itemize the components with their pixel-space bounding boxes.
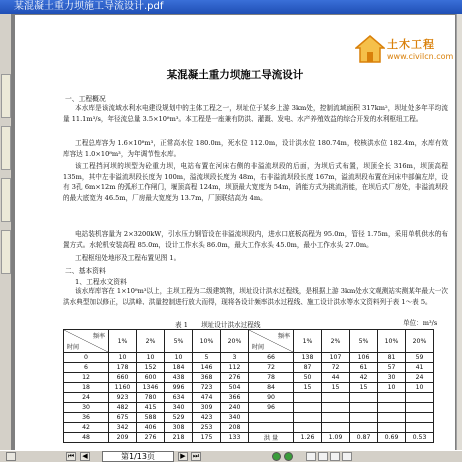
discharge-cell: [294, 413, 322, 423]
discharge-cell: 44: [322, 373, 350, 383]
paragraph: 电站装机容量为 2×3200kW，引水压力钢管设在非溢流坝段内，进水口底板高程为 95.0m，管径 1.75m，采用单机供水的布置方式。水轮机安装高程 85.0m，设计工作水头 86.0m，最大工作水头 45.0m，最小工作水头 27.0m。: [63, 230, 448, 249]
time-cell: 90: [249, 393, 294, 403]
frequency-header: 10%: [378, 330, 406, 353]
time-cell: 18: [64, 383, 109, 393]
discharge-cell: 368: [193, 373, 221, 383]
discharge-cell: 175: [193, 433, 221, 443]
discharge-cell: 0.69: [378, 433, 406, 443]
discharge-cell: 276: [137, 433, 165, 443]
discharge-cell: 996: [165, 383, 193, 393]
next-page-button[interactable]: ▶: [178, 452, 188, 461]
discharge-cell: 0.87: [350, 433, 378, 443]
header-time-label: 时间: [252, 344, 265, 351]
discharge-cell: [378, 413, 406, 423]
discharge-cell: 1.26: [294, 433, 322, 443]
table-row: [64, 403, 434, 413]
time-cell: [249, 423, 294, 433]
layers-tab[interactable]: [1, 178, 11, 222]
discharge-cell: 10: [137, 353, 165, 363]
discharge-cell: [378, 403, 406, 413]
discharge-cell: [350, 423, 378, 433]
table-row: [64, 373, 434, 383]
logo-url: www.civilcn.com: [387, 52, 454, 61]
paragraph: 本水库是该流域水利水电建设规划中的主体工程之一，坝址位于某乡上游 3km处，控制流域面积 317km²，坝址处多年平均流量 11.1m³/s，年径流总量 3.5×10⁸m³。本工程是一座兼有防洪、灌溉、发电、水产养殖效益的综合开发的水利枢纽工程。: [63, 104, 448, 123]
discharge-cell: [350, 413, 378, 423]
discharge-cell: 41: [406, 363, 434, 373]
frequency-header: 2%: [137, 330, 165, 353]
table-header-row: [64, 330, 434, 353]
first-page-button[interactable]: ⏮: [67, 452, 75, 460]
discharge-cell: 588: [137, 413, 165, 423]
signatures-tab[interactable]: [1, 230, 11, 274]
table-caption: 表 1 坝址设计洪水过程线: [175, 321, 261, 329]
paragraph: 工程总库容为 1.6×10⁸m³，正常高水位 180.0m，死水位 112.0m，设计洪水位 180.74m，校核洪水位 182.4m，水库有效库容达 1.0×10⁸m³，为年调节性水库。: [63, 139, 448, 158]
discharge-cell: 178: [109, 363, 137, 373]
time-cell: 6: [64, 363, 109, 373]
discharge-cell: 42: [350, 373, 378, 383]
paragraph: 该水库库容在 1×10⁸m³以上，主坝工程为二级建筑物，坝址设计洪水过程线，是根据上游 3km处水文观测站实测某年最大一次洪水典型加以修正，以洪峰、洪量控制进行放大而得，现将各设计频率洪水过程线、施工设计洪水等水文资料列于表 1～表 5。: [63, 287, 448, 306]
discharge-cell: 184: [165, 363, 193, 373]
table-row: [64, 353, 434, 363]
discharge-cell: 57: [378, 363, 406, 373]
discharge-cell: 340: [165, 403, 193, 413]
discharge-cell: 366: [221, 393, 249, 403]
discharge-cell: 24: [406, 373, 434, 383]
vertical-scrollbar[interactable]: [456, 14, 462, 450]
discharge-cell: 504: [221, 383, 249, 393]
header-frequency-label: 频率: [92, 333, 105, 340]
frequency-header: 1%: [294, 330, 322, 353]
discharge-cell: 10: [109, 353, 137, 363]
discharge-cell: [294, 403, 322, 413]
discharge-cell: 0.53: [406, 433, 434, 443]
house-logo-icon: [355, 35, 385, 63]
discharge-cell: 10: [406, 383, 434, 393]
time-cell: 72: [249, 363, 294, 373]
frequency-header: 5%: [350, 330, 378, 353]
discharge-cell: 253: [193, 423, 221, 433]
discharge-cell: 107: [322, 353, 350, 363]
discharge-cell: 276: [221, 373, 249, 383]
table-row: [64, 413, 434, 423]
discharge-cell: 15: [294, 383, 322, 393]
discharge-cell: 81: [378, 353, 406, 363]
go-forward-icon[interactable]: [284, 452, 293, 461]
time-cell: 78: [249, 373, 294, 383]
discharge-cell: [322, 423, 350, 433]
discharge-cell: [350, 393, 378, 403]
discharge-cell: 30: [378, 373, 406, 383]
section-heading: 一、工程概况: [65, 95, 106, 103]
frequency-header: 20%: [221, 330, 249, 353]
discharge-cell: [322, 403, 350, 413]
paragraph: 工程枢纽处地形及工程布置见图 1。: [75, 254, 181, 262]
navigation-panel-strip: [0, 14, 12, 450]
go-back-icon[interactable]: [272, 452, 281, 461]
discharge-cell: 415: [137, 403, 165, 413]
bookmarks-tab[interactable]: [1, 74, 11, 118]
discharge-cell: 5: [193, 353, 221, 363]
discharge-cell: 660: [109, 373, 137, 383]
frequency-header: 1%: [109, 330, 137, 353]
frequency-header: 10%: [193, 330, 221, 353]
discharge-cell: [378, 423, 406, 433]
discharge-cell: 146: [193, 363, 221, 373]
discharge-cell: 106: [350, 353, 378, 363]
discharge-cell: 112: [221, 363, 249, 373]
discharge-cell: 1.09: [322, 433, 350, 443]
time-cell: 84: [249, 383, 294, 393]
discharge-cell: 340: [221, 413, 249, 423]
discharge-cell: 87: [294, 363, 322, 373]
discharge-cell: 438: [165, 373, 193, 383]
table-unit: 单位：m³/s: [403, 319, 438, 327]
discharge-cell: 10: [165, 353, 193, 363]
discharge-cell: 600: [137, 373, 165, 383]
time-cell: 42: [64, 423, 109, 433]
time-cell: 30: [64, 403, 109, 413]
discharge-cell: [406, 403, 434, 413]
frequency-header: 5%: [165, 330, 193, 353]
time-cell: 96: [249, 403, 294, 413]
discharge-cell: 780: [137, 393, 165, 403]
discharge-cell: 723: [193, 383, 221, 393]
time-cell: 48: [64, 433, 109, 443]
discharge-cell: 15: [350, 383, 378, 393]
discharge-cell: 133: [221, 433, 249, 443]
discharge-cell: 482: [109, 403, 137, 413]
discharge-cell: [406, 423, 434, 433]
header-time-label: 时间: [67, 344, 80, 351]
document-viewport[interactable]: [12, 14, 456, 450]
discharge-cell: 634: [165, 393, 193, 403]
table-row: [64, 363, 434, 373]
time-cell: 0: [64, 353, 109, 363]
discharge-cell: 209: [109, 433, 137, 443]
facing-page-icon[interactable]: [330, 452, 340, 461]
discharge-cell: 59: [406, 353, 434, 363]
continuous-facing-icon[interactable]: [342, 452, 352, 461]
discharge-cell: [294, 393, 322, 403]
discharge-cell: 1346: [137, 383, 165, 393]
site-logo: [355, 33, 455, 67]
flood-hydrograph-table: [63, 329, 434, 443]
logo-title: 土木工程: [387, 38, 435, 51]
discharge-cell: [322, 393, 350, 403]
table-row: [64, 393, 434, 403]
discharge-cell: 1160: [109, 383, 137, 393]
discharge-cell: 308: [165, 423, 193, 433]
continuous-page-icon[interactable]: [318, 452, 328, 461]
discharge-cell: 3: [221, 353, 249, 363]
page-size-icon[interactable]: [6, 452, 16, 461]
table-row: [64, 433, 434, 443]
time-cell: 24: [64, 393, 109, 403]
section-heading: 二、基本资料: [65, 267, 106, 275]
discharge-cell: 152: [137, 363, 165, 373]
discharge-cell: 675: [109, 413, 137, 423]
table-corner-header: [249, 330, 294, 353]
table-row: [64, 423, 434, 433]
single-page-icon[interactable]: [306, 452, 316, 461]
discharge-cell: 923: [109, 393, 137, 403]
discharge-cell: [350, 403, 378, 413]
discharge-cell: 72: [322, 363, 350, 373]
subsection-heading: 1、工程水文资料: [75, 278, 127, 286]
last-page-button[interactable]: ⏭: [192, 452, 200, 460]
window-title: 某混凝土重力坝施工导流设计.pdf: [14, 1, 164, 12]
window-title-bar: [0, 0, 462, 14]
discharge-cell: [322, 413, 350, 423]
frequency-header: 20%: [406, 330, 434, 353]
time-cell: 36: [64, 413, 109, 423]
discharge-cell: [406, 393, 434, 403]
discharge-cell: 208: [221, 423, 249, 433]
discharge-cell: 406: [137, 423, 165, 433]
discharge-cell: 529: [165, 413, 193, 423]
pdf-page: [15, 15, 455, 450]
discharge-cell: 10: [378, 383, 406, 393]
time-cell: 12: [64, 373, 109, 383]
discharge-cell: 240: [221, 403, 249, 413]
discharge-cell: 61: [350, 363, 378, 373]
discharge-cell: 218: [165, 433, 193, 443]
discharge-cell: 309: [193, 403, 221, 413]
paragraph: 该工程挡河坝的坝型为砼重力坝，电站布置在河床右侧的非溢流坝段的后面，为坝后式布置，坝顶全长 316m，坝顶高程 135m，其中左非溢流坝段长度为 100m，溢流坝段长度为 48m，右非溢流坝段长度 167m，溢流坝段布置在河床中部偏左岸，设有 3孔 6m×12m 的弧形工作闸门，堰顶高程 124m，坝顶最大宽度为 54m，消能方式为挑流消能，在坝后式厂房处，非溢流坝段的最大底宽为 46.5m，厂房最大宽度为 13.7m，厂顶联结高为 4m。: [63, 162, 448, 202]
discharge-cell: 50: [294, 373, 322, 383]
time-cell: 洪 量: [249, 433, 294, 443]
thumbnails-tab[interactable]: [1, 126, 11, 170]
page-number-field[interactable]: 第1/13页: [102, 451, 174, 462]
table-row: [64, 383, 434, 393]
discharge-cell: [406, 413, 434, 423]
table-corner-header: [64, 330, 109, 353]
header-frequency-label: 频率: [277, 333, 290, 340]
time-cell: 66: [249, 353, 294, 363]
time-cell: [249, 413, 294, 423]
status-bar: [0, 450, 462, 461]
discharge-cell: [378, 393, 406, 403]
discharge-cell: 138: [294, 353, 322, 363]
frequency-header: 2%: [322, 330, 350, 353]
previous-page-button[interactable]: ◀: [80, 452, 90, 461]
discharge-cell: 342: [109, 423, 137, 433]
discharge-cell: 423: [193, 413, 221, 423]
discharge-cell: 15: [322, 383, 350, 393]
discharge-cell: [294, 423, 322, 433]
document-title: 某混凝土重力坝施工导流设计: [166, 69, 304, 81]
discharge-cell: 474: [193, 393, 221, 403]
